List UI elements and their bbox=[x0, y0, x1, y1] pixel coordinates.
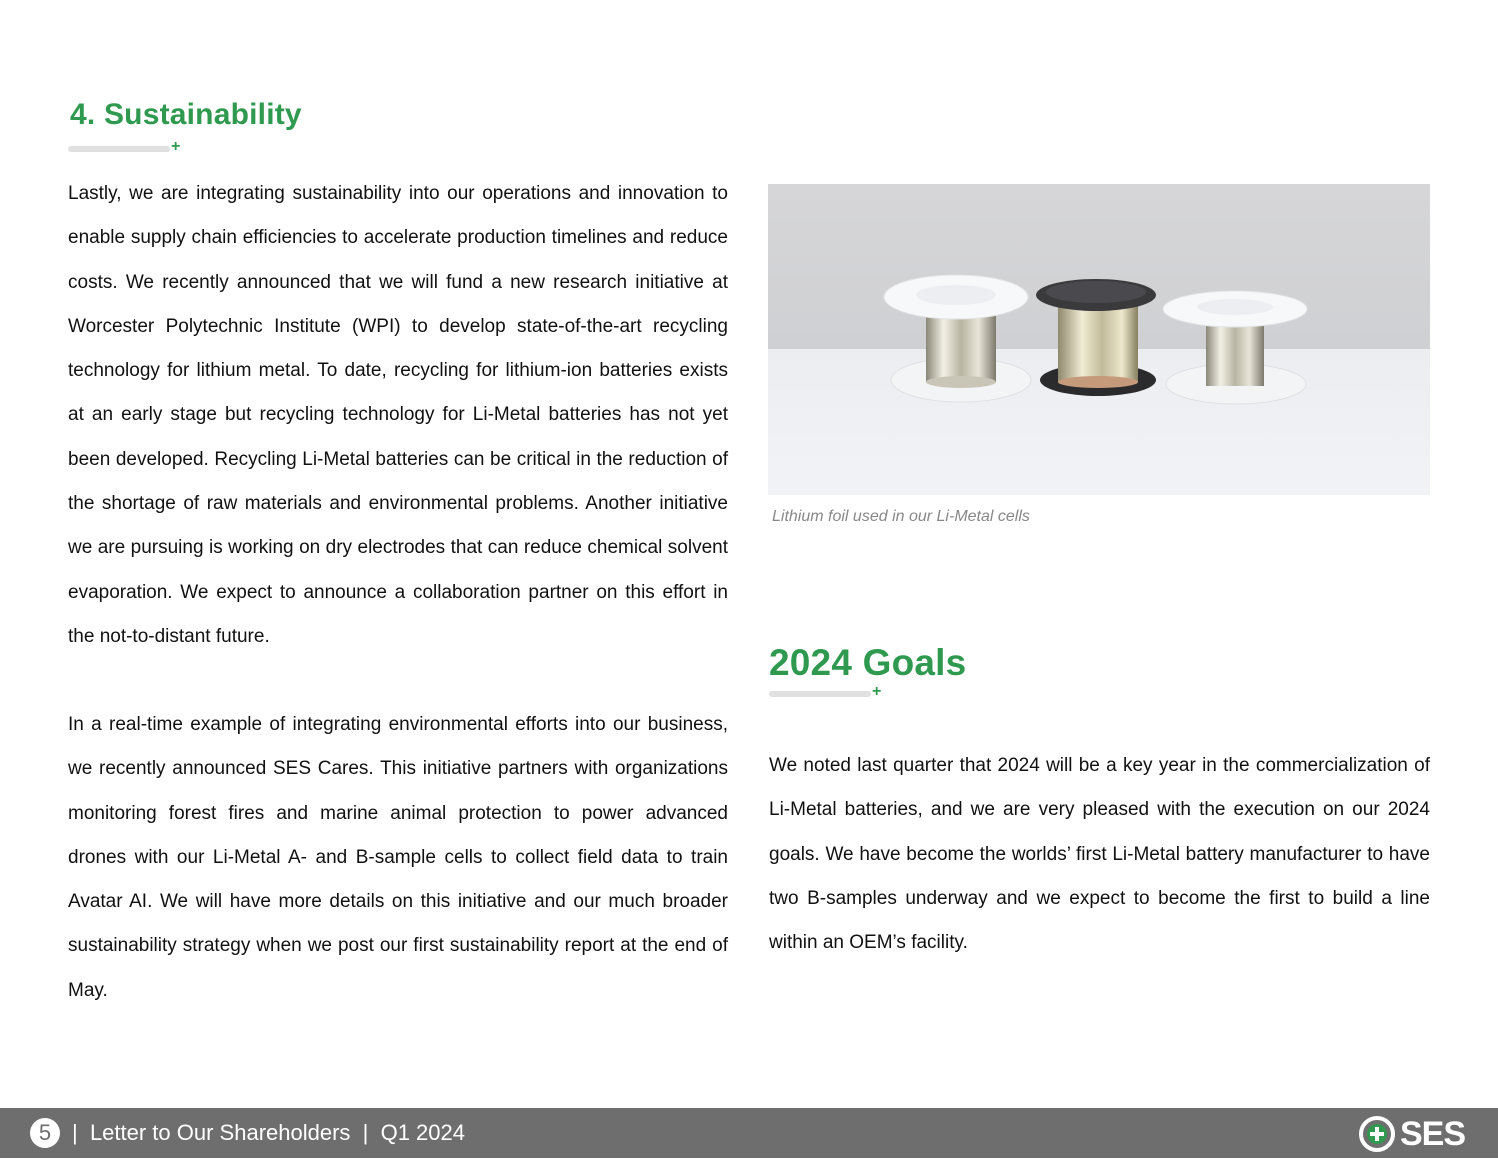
heading-underline: + bbox=[68, 146, 188, 152]
ses-logo bbox=[1358, 1114, 1478, 1154]
page-number-badge: 5 bbox=[30, 1118, 60, 1148]
sustainability-paragraph-2: In a real-time example of integrating environmental efforts into our business, we recently announced SES Cares. This initiative partners with organizations monitoring forest fires and marine animal protection to power advanced drones with our Li-Metal A- and B-sample cells to collect field data to train Avatar AI. We will have more details on this initiative and our much broader sustainability strategy when we post our first sustainability report at the end of May. bbox=[68, 714, 728, 1001]
goals-heading: 2024 Goals bbox=[769, 642, 967, 683]
section-heading: 4. Sustainability bbox=[70, 98, 302, 131]
photo-caption: Lithium foil used in our Li-Metal cells bbox=[772, 508, 1030, 525]
footer-title: | Letter to Our Shareholders | Q1 2024 bbox=[72, 1120, 465, 1145]
sustainability-paragraph-1: Lastly, we are integrating sustainability into our operations and innovation to enable supply chain efficiencies to accelerate production timelines and reduce costs. We recently announced that we will fund a new research initiative at Worcester Polytechnic Institute (WPI) to develop state-of-the-art recycling technology for lithium metal. To date, recycling for lithium-ion batteries exists at an early stage but recycling technology for Li-Metal batteries has not yet been developed. Recycling Li-Metal batteries can be critical in the reduction of the shortage of raw materials and environmental problems. Another initiative we are pursuing is working on dry electrodes that can reduce chemical solvent evaporation. We expect to announce a collaboration partner on this effort in the not-to-distant future. bbox=[68, 183, 728, 647]
goals-paragraph: We noted last quarter that 2024 will be a key year in the commercialization of Li-Metal batteries, and we are very pleased with the execution on our 2024 goals. We have become the worlds’ first Li-Metal battery manufacturer to have two B-samples underway and we expect to become the first to build a line within an OEM’s facility. bbox=[769, 755, 1430, 954]
goals-heading-underline: + bbox=[769, 691, 889, 697]
page-footer bbox=[0, 1108, 1498, 1158]
ses-logo-icon bbox=[1358, 1114, 1398, 1154]
logo-text: SES bbox=[1400, 1115, 1466, 1153]
lithium-foil-photo bbox=[768, 184, 1430, 495]
